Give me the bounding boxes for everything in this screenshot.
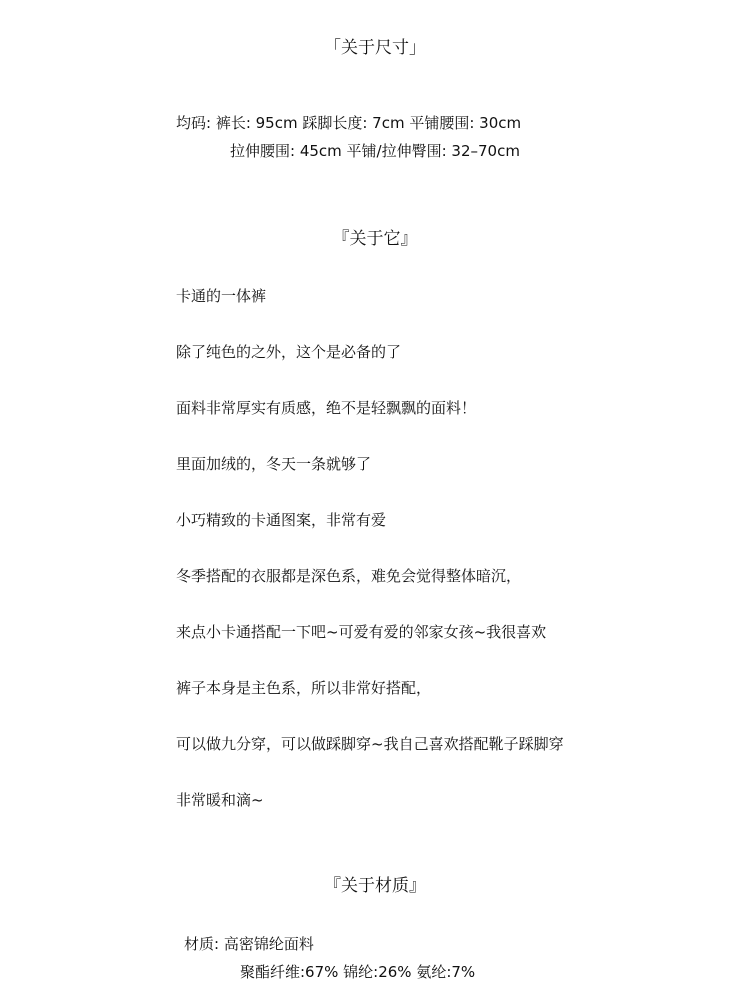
size-spec-line-1: 均码: 裤长: 95cm 踩脚长度: 7cm 平铺腰围: 30cm	[176, 114, 522, 132]
about-line: 里面加绒的，冬天一条就够了	[176, 455, 372, 473]
about-line: 裤子本身是主色系，所以非常好搭配，	[176, 679, 432, 697]
material-composition-line: 聚酯纤维:67% 锦纶:26% 氨纶:7%	[240, 963, 476, 981]
about-line: 面料非常厚实有质感，绝不是轻飘飘的面料！	[176, 399, 477, 417]
about-line: 卡通的一体裤	[176, 287, 267, 305]
about-line: 来点小卡通搭配一下吧~可爱有爱的邻家女孩~我很喜欢	[176, 623, 547, 641]
about-heading: 『关于它』	[332, 229, 418, 249]
material-line-1: 材质: 高密锦纶面料	[184, 935, 314, 953]
size-heading: 「关于尺寸」	[324, 38, 426, 58]
about-line: 冬季搭配的衣服都是深色系，难免会觉得整体暗沉，	[176, 567, 522, 585]
material-heading: 『关于材质』	[324, 876, 426, 896]
about-line: 非常暖和滴~	[176, 791, 264, 809]
about-line: 除了纯色的之外，这个是必备的了	[176, 343, 402, 361]
size-spec-line-2: 拉伸腰围: 45cm 平铺/拉伸臀围: 32–70cm	[230, 142, 520, 160]
about-line: 小巧精致的卡通图案，非常有爱	[176, 511, 387, 529]
about-line: 可以做九分穿，可以做踩脚穿~我自己喜欢搭配靴子踩脚穿	[176, 735, 564, 753]
